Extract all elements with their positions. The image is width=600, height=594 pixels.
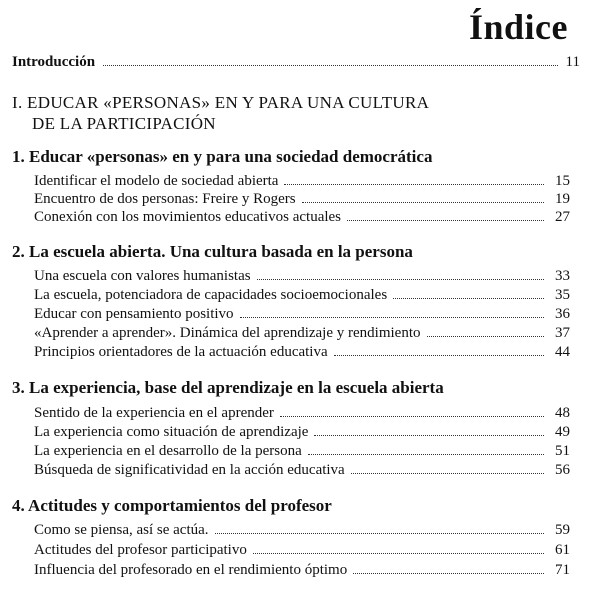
toc-entry-label: La experiencia en el desarrollo de la persona: [34, 443, 302, 459]
toc-entry-label: Sentido de la experiencia en el aprender: [34, 405, 274, 421]
toc-entry: [34, 268, 570, 285]
toc-page-number: 48: [555, 405, 570, 421]
part-heading-line: I. EDUCAR «PERSONAS» EN Y PARA UNA CULTURA: [12, 93, 430, 112]
chapter-heading: 1. Educar «personas» en y para una sociedad democrática: [12, 147, 433, 166]
toc-page-number: 37: [555, 325, 570, 341]
toc-entry-label: Encuentro de dos personas: Freire y Rogers: [34, 191, 296, 207]
toc-entry-label: La experiencia como situación de aprendizaje: [34, 424, 309, 440]
toc-page-number: 59: [555, 522, 570, 538]
toc-entry-label: «Aprender a aprender». Dinámica del aprendizaje y rendimiento: [34, 325, 421, 341]
toc-entry: [34, 191, 570, 208]
part-heading: [12, 92, 429, 134]
dot-leader: [302, 201, 544, 203]
toc-page-number: 27: [555, 209, 570, 225]
toc-page-number: 56: [555, 462, 570, 478]
dot-leader: [215, 532, 544, 534]
dot-leader: [103, 65, 557, 66]
dot-leader: [353, 572, 544, 574]
toc-entry-label: Principios orientadores de la actuación educativa: [34, 344, 328, 360]
toc-entry: [34, 209, 570, 226]
dot-leader: [284, 183, 544, 185]
toc-entry-label: Introducción: [12, 54, 96, 70]
chapter-heading: 3. La experiencia, base del aprendizaje en la escuela abierta: [12, 378, 444, 397]
toc-entry: [34, 443, 570, 460]
dot-leader: [334, 354, 544, 356]
toc-entry-label: Una escuela con valores humanistas: [34, 268, 251, 284]
toc-entry-label: La escuela, potenciadora de capacidades socioemocionales: [34, 287, 388, 303]
toc-page-number: 33: [555, 268, 570, 284]
dot-leader: [351, 472, 544, 474]
dot-leader: [427, 335, 545, 337]
toc-entry: [34, 344, 570, 361]
dot-leader: [280, 415, 544, 417]
toc-entry: [34, 287, 570, 304]
dot-leader: [314, 434, 544, 436]
toc-page-number: 61: [555, 542, 570, 558]
toc-page-number: 44: [555, 344, 570, 360]
toc-entry: [34, 522, 570, 539]
toc-page-number: 35: [555, 287, 570, 303]
toc-entry-label: Como se piensa, así se actúa.: [34, 522, 209, 538]
toc-page-number: 36: [555, 306, 570, 322]
dot-leader: [308, 453, 544, 455]
toc-entry-introduction: [12, 54, 580, 71]
dot-leader: [257, 278, 544, 280]
chapter-heading: 4. Actitudes y comportamientos del profesor: [12, 496, 332, 515]
dot-leader: [347, 219, 544, 221]
toc-entry: [34, 424, 570, 441]
toc-entry: [34, 405, 570, 422]
toc-page-number: 71: [555, 562, 570, 578]
toc-entry: [34, 542, 570, 559]
toc-entry-label: Influencia del profesorado en el rendimiento óptimo: [34, 562, 348, 578]
toc-entry-label: Conexión con los movimientos educativos actuales: [34, 209, 342, 225]
toc-page-number: 15: [555, 173, 570, 189]
dot-leader: [240, 316, 544, 318]
toc-entry-label: Identificar el modelo de sociedad abierta: [34, 173, 279, 189]
toc-entry-label: Actitudes del profesor participativo: [34, 542, 247, 558]
part-heading-line: DE LA PARTICIPACIÓN: [32, 114, 216, 133]
chapter-heading: 2. La escuela abierta. Una cultura basada en la persona: [12, 242, 413, 261]
toc-entry-label: Búsqueda de significatividad en la acción educativa: [34, 462, 345, 478]
dot-leader: [253, 552, 544, 554]
toc-page-number: 51: [555, 443, 570, 459]
toc-entry: [34, 325, 570, 342]
toc-page-number: 11: [565, 54, 580, 70]
page-title: Índice: [468, 7, 568, 47]
toc-entry: [34, 462, 570, 479]
toc-entry: [34, 562, 570, 579]
toc-page-number: 49: [555, 424, 570, 440]
toc-page-number: 19: [555, 191, 570, 207]
toc-entry: [34, 306, 570, 323]
toc-entry: [34, 173, 570, 190]
toc-entry-label: Educar con pensamiento positivo: [34, 306, 234, 322]
dot-leader: [393, 297, 544, 299]
